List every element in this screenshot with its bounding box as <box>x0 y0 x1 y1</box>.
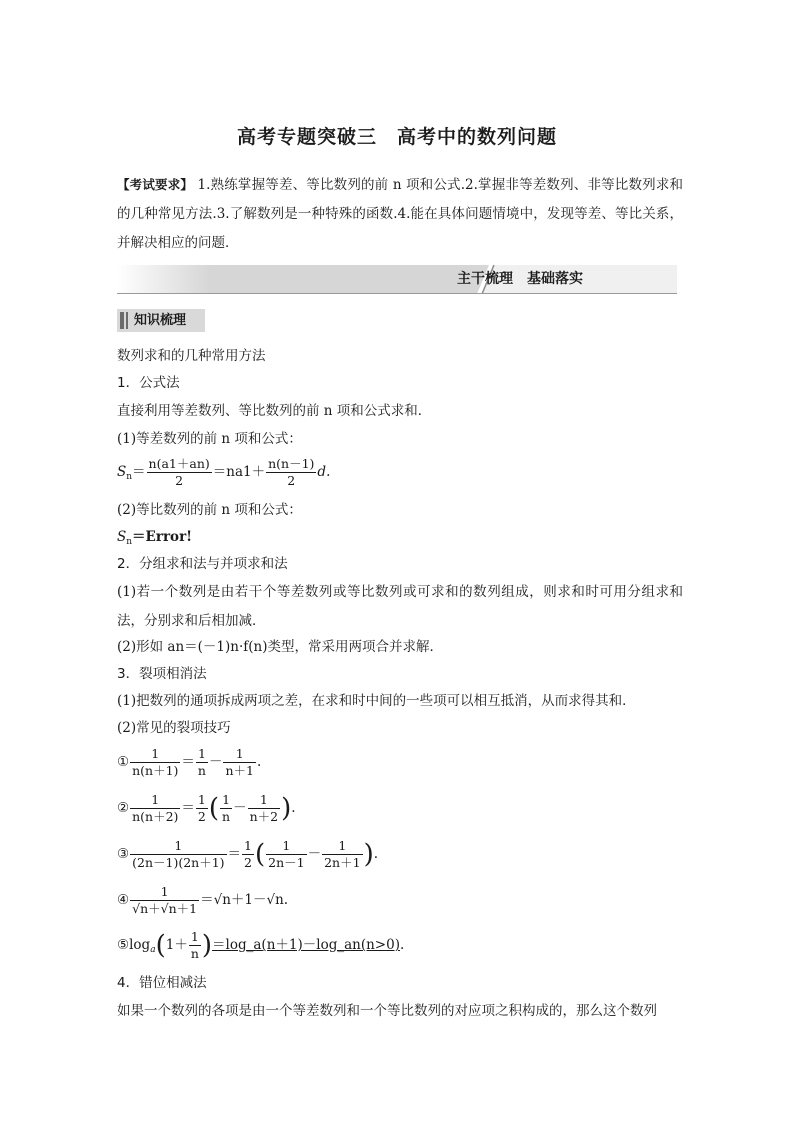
fraction-den: 2 <box>147 472 212 489</box>
formula-number: ① <box>117 754 130 770</box>
section-3-point-2: (2)常见的裂项技巧 <box>117 720 231 736</box>
geo-sum-formula <box>117 527 683 552</box>
formula-minus: － <box>307 846 322 862</box>
fraction-num: 1 <box>197 746 206 761</box>
formula-number: ⑤ <box>117 937 130 953</box>
fraction <box>322 838 362 871</box>
paren-close: ) <box>363 839 374 870</box>
section-2-title: 2．分组求和法与并项求和法 <box>117 556 288 572</box>
fraction-num: 1 <box>190 929 199 944</box>
fraction-den: n＋2 <box>249 809 279 824</box>
paren-close: ) <box>201 930 213 961</box>
arith-sum-formula <box>117 455 683 494</box>
section-2-point-2: (2)形如 an＝(－1)n·f(n)类型，常采用两项合并求解． <box>117 639 443 655</box>
split-formula-4 <box>117 882 683 918</box>
fraction-den: 2 <box>244 855 252 870</box>
formula-end: . <box>373 846 379 862</box>
fraction-num: 1 <box>259 792 268 807</box>
fraction-den: n(n＋1) <box>132 763 179 778</box>
formula-eq: ＝ <box>227 846 242 862</box>
paren-open: ( <box>155 930 166 961</box>
fraction-den: (2n－1)(2n＋1) <box>132 855 225 870</box>
section-4-title: 4．错位相减法 <box>117 975 207 991</box>
formula-rhs: ＝log_a(n＋1)－log_an(n>0) <box>212 937 400 953</box>
formula-part: 1＋ <box>165 937 188 953</box>
fraction <box>196 792 208 825</box>
section-1-point-2: (2)等比数列的前 n 项和公式： <box>117 502 302 518</box>
log-text: log <box>129 937 151 953</box>
fraction-num: 1 <box>338 838 347 853</box>
fraction-num: 1 <box>160 884 169 899</box>
fraction-den: n(n＋2) <box>132 809 179 824</box>
knowledge-tag-label: 知识梳理 <box>134 313 187 328</box>
split-formula-5 <box>117 926 683 969</box>
section-1-title: 1．公式法 <box>117 375 180 391</box>
formula-end: . <box>291 800 296 816</box>
formula-rhs: ＝Error! <box>132 529 193 545</box>
tag-bar-icon <box>120 312 124 329</box>
section-2-point-1: (1)若一个数列是由若干个等差数列或等比数列或可求和的数列组成，则求和时可用分组求和法，分别求和后相加减． <box>117 584 683 629</box>
fraction <box>266 838 306 871</box>
fraction-num: 1 <box>151 746 160 761</box>
fraction <box>147 456 212 489</box>
fraction-den: n <box>222 809 231 824</box>
fraction-num: 1 <box>174 838 183 853</box>
formula-number: ③ <box>117 846 130 862</box>
formula-sub: n <box>126 472 133 482</box>
tag-bar-thin-icon <box>126 312 128 329</box>
fraction <box>223 746 256 779</box>
fraction-num: 1 <box>235 746 244 761</box>
fraction-num: n(n－1) <box>268 456 315 471</box>
fraction-num: 1 <box>197 792 206 807</box>
section-3-title: 3．裂项相消法 <box>117 666 207 682</box>
fraction-num: 1 <box>244 838 252 853</box>
log-base: a <box>150 945 156 955</box>
formula-mid: ＝na1＋ <box>212 464 266 480</box>
formula-end: d. <box>317 464 331 480</box>
fraction-den: n <box>190 946 199 961</box>
fraction-den: n＋1 <box>225 763 254 778</box>
fraction <box>130 746 180 779</box>
section-4-point-1: 如果一个数列的各项是由一个等差数列和一个等比数列的对应项之积构成的，那么这个数列 <box>117 1003 657 1019</box>
fraction-num: 1 <box>222 792 231 807</box>
formula-eq: ＝ <box>181 800 195 816</box>
paren-close: ) <box>281 793 292 824</box>
paren-open: ( <box>208 793 220 824</box>
section-banner-title: 主干梳理 基础落实 <box>457 271 583 287</box>
formula-sub: n <box>126 537 133 547</box>
formula-eq: ＝ <box>181 754 195 770</box>
formula-lhs: S <box>117 464 127 480</box>
fraction-num: 1 <box>282 838 291 853</box>
fraction-num: 1 <box>151 792 160 807</box>
formula-lhs: S <box>117 529 127 545</box>
fraction-num: n(a1＋an) <box>148 456 210 471</box>
fraction-den: 2 <box>266 472 316 489</box>
split-formula-2 <box>117 790 683 827</box>
exam-requirements <box>117 170 683 258</box>
split-formula-1 <box>117 744 683 780</box>
formula-minus: － <box>208 754 223 770</box>
fraction <box>189 929 201 962</box>
fraction-den: 2n＋1 <box>324 855 361 870</box>
formula-end: . <box>257 754 262 770</box>
content-heading: 数列求和的几种常用方法 <box>117 348 266 364</box>
knowledge-tag <box>117 309 205 332</box>
formula-number: ④ <box>117 892 130 908</box>
fraction <box>248 792 281 825</box>
fraction-den: 2 <box>197 809 206 824</box>
fraction <box>196 746 208 779</box>
split-formula-3 <box>117 836 683 873</box>
formula-rhs: ＝√n＋1－√n. <box>200 892 289 908</box>
requirements-tag: 【考试要求】 <box>117 177 194 192</box>
section-3-point-1: (1)把数列的通项拆成两项之差，在求和时中间的一些项可以相互抵消，从而求得其和． <box>117 693 636 709</box>
fraction <box>242 838 254 871</box>
fraction <box>130 884 199 917</box>
formula-end: . <box>399 937 405 953</box>
requirements-text: 1.熟练掌握等差、等比数列的前 n 项和公式.2.掌握非等差数列、非等比数列求和的几种常见方法.3.了解数列是一种特殊的函数.4.能在具体问题情境中，发现等差、等比关系，并解决相应的问题． <box>117 177 683 251</box>
formula-number: ② <box>117 800 130 816</box>
fraction <box>220 792 232 825</box>
fraction <box>130 838 226 871</box>
fraction-den: n <box>197 763 206 778</box>
fraction-den: √n＋√n＋1 <box>132 901 198 916</box>
fraction <box>266 456 316 489</box>
fraction-den: 2n－1 <box>268 855 305 870</box>
fraction <box>130 792 180 825</box>
page-title: 高考专题突破三 高考中的数列问题 <box>236 126 557 148</box>
formula-eq: ＝ <box>132 464 146 480</box>
section-1-point-1: (1)等差数列的前 n 项和公式： <box>117 431 302 447</box>
formula-minus: － <box>233 800 247 816</box>
paren-open: ( <box>254 839 266 870</box>
section-1-desc: 直接利用等差数列、等比数列的前 n 项和公式求和． <box>117 403 432 419</box>
